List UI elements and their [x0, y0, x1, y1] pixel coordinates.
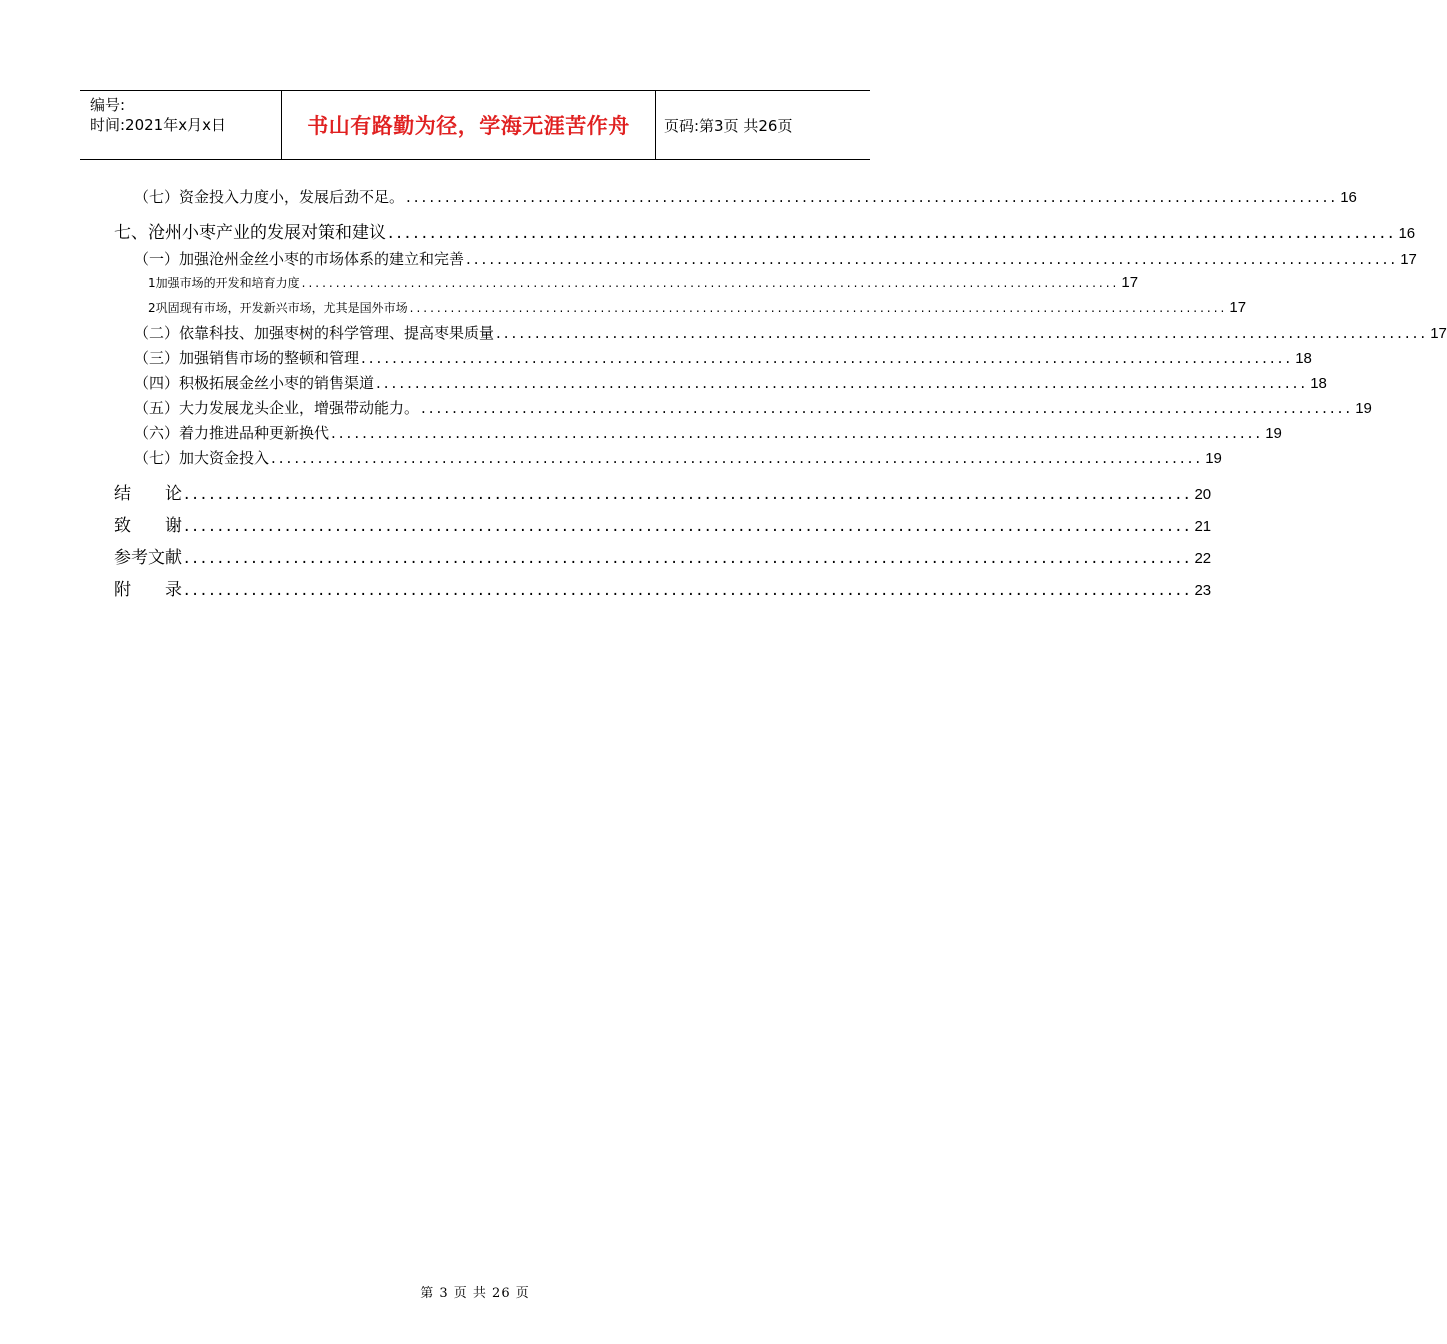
- toc-entry[interactable]: [114, 274, 1139, 291]
- toc-entry[interactable]: [114, 447, 1222, 468]
- header-motto: 书山有路勤为径，学海无涯苦作舟: [307, 114, 630, 138]
- header-page-cell: [656, 91, 870, 159]
- toc-entry-page: 19: [1355, 400, 1372, 417]
- toc-entry-label: 结 论: [114, 484, 182, 504]
- header-meta-cell: [80, 91, 282, 159]
- document-number-label: 编号:: [90, 96, 126, 114]
- toc-entry[interactable]: [114, 479, 1212, 504]
- toc-leader-dots: ........................................................................................................................: [301, 276, 1120, 290]
- toc-entry-label: （七）资金投入力度小，发展后劲不足。: [134, 188, 405, 206]
- toc-entry-label: 1加强市场的开发和培育力度: [148, 276, 300, 290]
- toc-leader-dots: ........................................................................................................................: [406, 188, 1339, 206]
- toc-entry[interactable]: [114, 575, 1212, 600]
- toc-entry[interactable]: [114, 397, 1372, 418]
- toc-leader-dots: ........................................................................................................................: [271, 449, 1204, 467]
- toc-entry-page: 23: [1194, 582, 1212, 599]
- toc-leader-dots: ........................................................................................................................: [496, 324, 1429, 342]
- toc-entry[interactable]: [114, 543, 1212, 568]
- page-header: [80, 90, 870, 160]
- toc-entry-page: 17: [1430, 325, 1447, 342]
- toc-entry-label: 致 谢: [114, 516, 182, 536]
- toc-entry-page: 17: [1121, 274, 1139, 291]
- toc-leader-dots: ........................................................................................................................: [466, 250, 1399, 268]
- toc-entry-page: 18: [1310, 375, 1327, 392]
- document-time-label: 时间:2021年x月x日: [90, 116, 226, 134]
- toc-entry-page: 16: [1398, 225, 1416, 242]
- toc-leader-dots: ........................................................................................................................: [331, 424, 1264, 442]
- page-footer: 第 3 页 共 26 页: [420, 1286, 530, 1301]
- toc-entry-page: 20: [1194, 486, 1212, 503]
- toc-entry-label: 七、沧州小枣产业的发展对策和建议: [114, 223, 386, 243]
- toc-entry[interactable]: [114, 248, 1417, 269]
- toc-entry-label: 参考文献: [114, 548, 182, 568]
- toc-entry-page: 16: [1340, 189, 1357, 206]
- toc-entry-label: （二）依靠科技、加强枣树的科学管理、提高枣果质量: [134, 324, 495, 342]
- toc-leader-dots: ........................................................................................................................: [421, 399, 1354, 417]
- toc-leader-dots: ........................................................................................................................: [184, 484, 1193, 504]
- toc-entry-label: 附 录: [114, 580, 182, 600]
- header-motto-cell: [282, 91, 656, 159]
- toc-entry-label: （七）加大资金投入: [134, 449, 270, 467]
- toc-entry[interactable]: [114, 186, 1357, 207]
- header-page-info: 页码:第3页 共26页: [664, 116, 793, 135]
- toc-entry[interactable]: [114, 422, 1282, 443]
- toc-entry-page: 22: [1194, 550, 1212, 567]
- toc-leader-dots: ........................................................................................................................: [388, 223, 1397, 243]
- toc-entry-page: 17: [1400, 251, 1417, 268]
- toc-entry-page: 19: [1265, 425, 1282, 442]
- toc-entry[interactable]: [114, 372, 1327, 393]
- toc-leader-dots: ........................................................................................................................: [184, 580, 1193, 600]
- toc-entry[interactable]: [114, 347, 1312, 368]
- toc-entry-label: （六）着力推进品种更新换代: [134, 424, 330, 442]
- toc-leader-dots: ........................................................................................................................: [184, 516, 1193, 536]
- toc-entry-label: （一）加强沧州金丝小枣的市场体系的建立和完善: [134, 250, 465, 268]
- toc-entry[interactable]: [114, 218, 1416, 243]
- toc-entry-label: （四）积极拓展金丝小枣的销售渠道: [134, 374, 375, 392]
- toc-leader-dots: ........................................................................................................................: [361, 349, 1294, 367]
- toc-entry-label: 2巩固现有市场，开发新兴市场，尤其是国外市场: [148, 301, 408, 315]
- toc-leader-dots: ........................................................................................................................: [184, 548, 1193, 568]
- toc-entry-page: 18: [1295, 350, 1312, 367]
- toc-entry[interactable]: [114, 511, 1212, 536]
- toc-leader-dots: ........................................................................................................................: [376, 374, 1309, 392]
- toc-leader-dots: ........................................................................................................................: [409, 301, 1228, 315]
- toc-entry-page: 19: [1205, 450, 1222, 467]
- toc-entry[interactable]: [114, 299, 1247, 316]
- toc-entry-page: 21: [1194, 518, 1212, 535]
- toc-entry-label: （三）加强销售市场的整顿和管理: [134, 349, 360, 367]
- toc-entry-page: 17: [1229, 299, 1247, 316]
- toc-entry-label: （五）大力发展龙头企业，增强带动能力。: [134, 399, 420, 417]
- toc-entry[interactable]: [114, 322, 1447, 343]
